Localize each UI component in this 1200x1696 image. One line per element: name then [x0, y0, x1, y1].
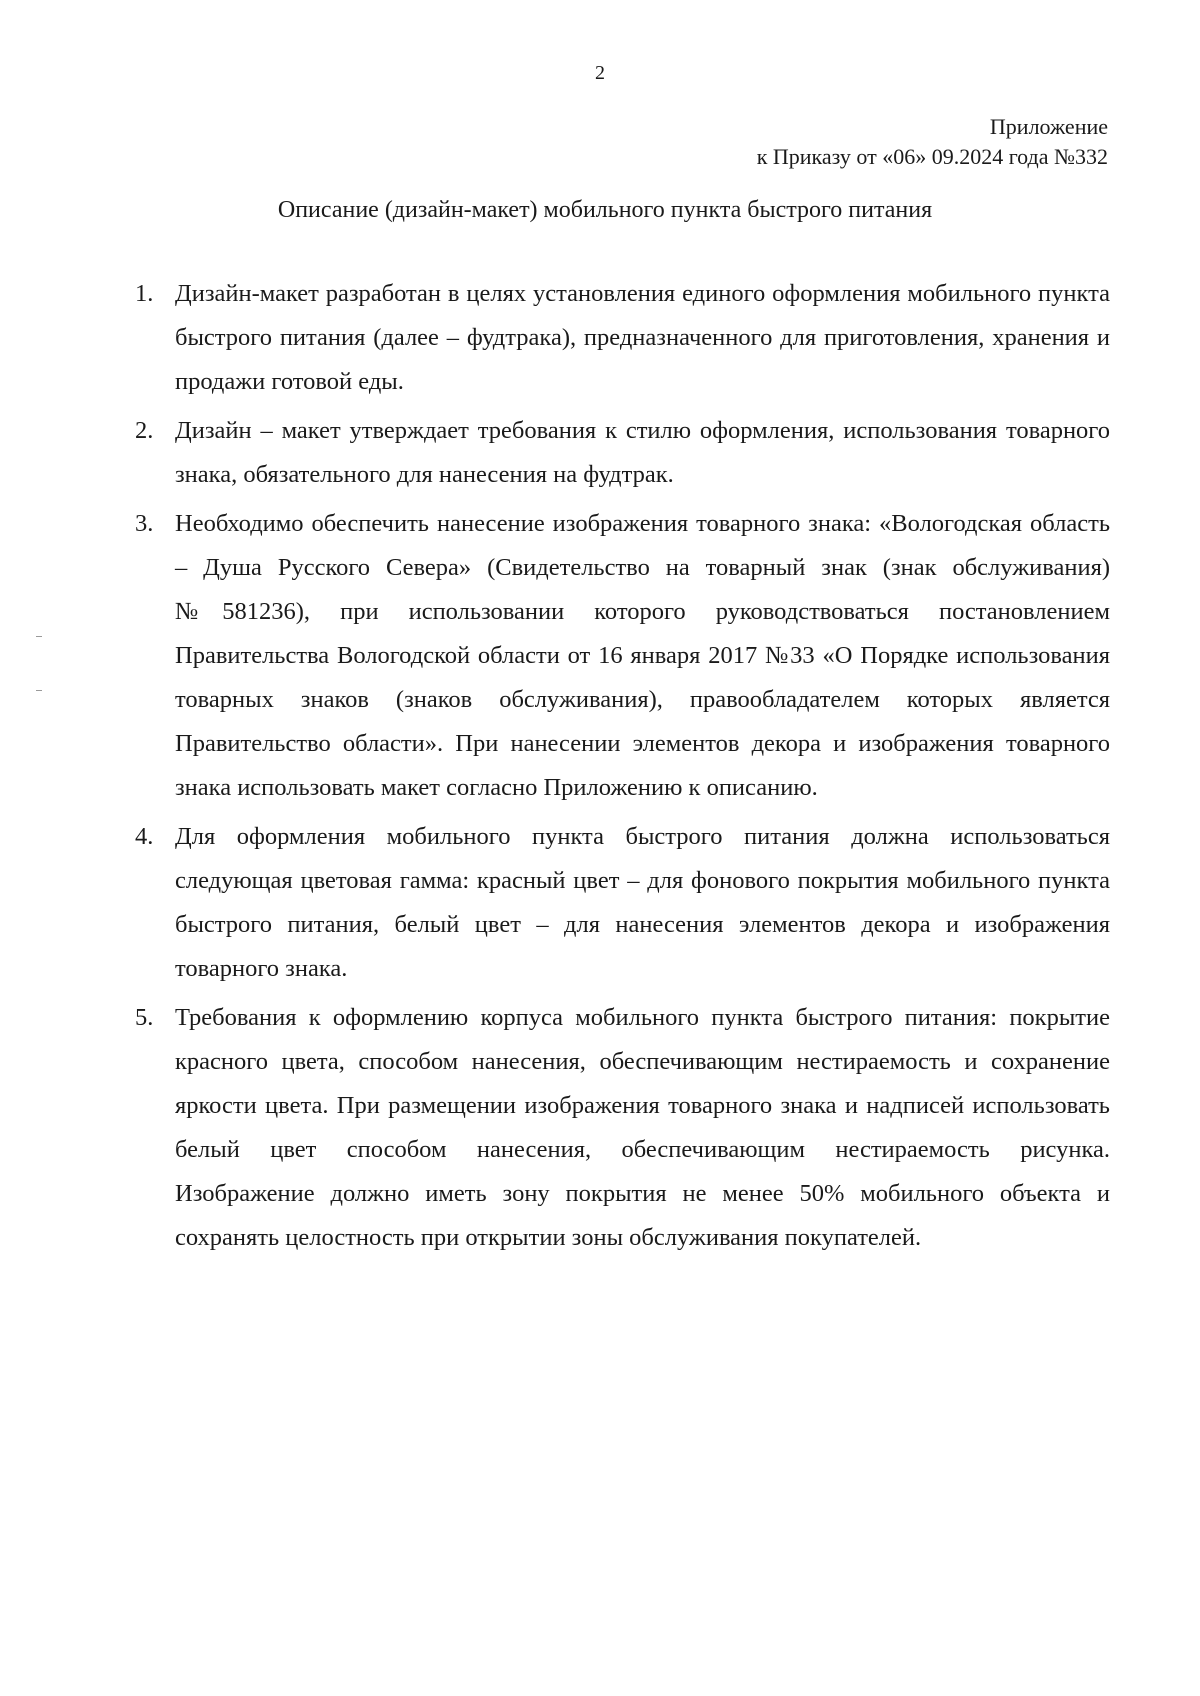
requirements-list — [135, 272, 1110, 1265]
item-number: 5. — [135, 1004, 154, 1031]
scan-margin-mark — [36, 690, 42, 691]
item-text: Дизайн-макет разработан в целях установления единого оформления мобильного пункта быстрого питания (далее – фудтрака), предназначенного для приготовления, хранения и продажи готовой еды. — [175, 280, 1110, 395]
item-number: 2. — [135, 417, 154, 444]
list-item — [135, 272, 1110, 404]
list-item — [135, 502, 1110, 810]
scan-margin-mark — [36, 636, 42, 637]
item-number: 1. — [135, 280, 154, 307]
item-number: 3. — [135, 510, 154, 537]
document-title — [0, 197, 1200, 224]
item-text: Необходимо обеспечить нанесение изображения товарного знака: «Вологодская область – Душа Русского Севера» (Свидетельство на товарный знак (знак обслуживания) №581236), при использовании которого руководствоваться постановлением Правительства Вологодской области от 16 января 2017 №33 «О Порядке использования товарных знаков (знаков обслуживания), правообладателем которых является Правительство области». При нанесении элементов декора и изображения товарного знака использовать макет согласно Приложению к описанию. — [175, 510, 1110, 801]
item-text: Дизайн – макет утверждает требования к стилю оформления, использования товарного знака, обязательного для нанесения на фудтрак. — [175, 417, 1110, 488]
annex-line-1: Приложение — [989, 114, 1108, 139]
annex-header — [757, 112, 1108, 172]
page-number: 2 — [595, 62, 605, 84]
item-text: Требования к оформлению корпуса мобильного пункта быстрого питания: покрытие красного цвета, способом нанесения, обеспечивающим нестираемость и сохранение яркости цвета. При размещении изображения товарного знака и надписей использовать белый цвет способом нанесения, обеспечивающим нестираемость рисунка. Изображение должно иметь зону покрытия не менее 50% мобильного объекта и сохранять целостность при открытии зоны обслуживания покупателей. — [175, 1004, 1110, 1251]
annex-line-2: к Приказу от «06» 09.2024 года №332 — [756, 144, 1108, 169]
list-item — [135, 996, 1110, 1260]
document-title-text: Описание (дизайн-макет) мобильного пункта быстрого питания — [277, 197, 933, 223]
list-item — [135, 409, 1110, 497]
item-text: Для оформления мобильного пункта быстрого питания должна использоваться следующая цветовая гамма: красный цвет – для фонового покрытия мобильного пункта быстрого питания, белый цвет – для нанесения элементов декора и изображения товарного знака. — [175, 823, 1110, 982]
item-number: 4. — [135, 823, 154, 850]
list-item — [135, 815, 1110, 991]
